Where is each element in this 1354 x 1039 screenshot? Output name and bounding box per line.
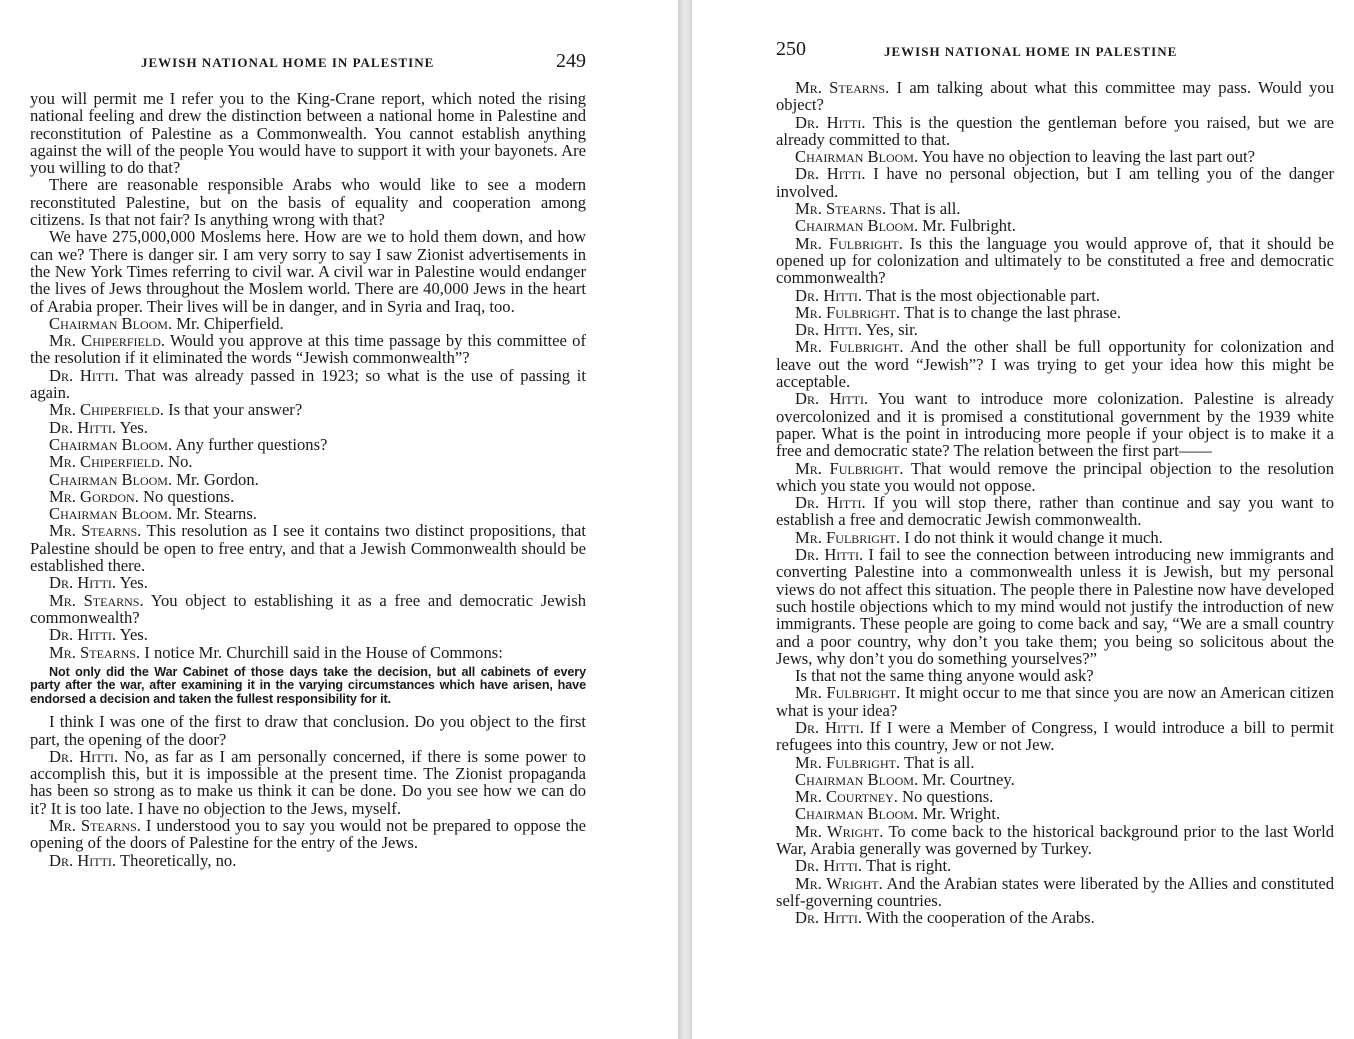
paragraph-text: No, as far as I am personally concerned, if there is some power to accomplish this, but it is impossible at the present time. The Zionist propaganda has been so strong as to make us think it can be done. Do you see how we can do it? It is too late. I have no objection to the Jews, myself. — [30, 746, 586, 818]
testimony-paragraph — [776, 460, 1334, 495]
testimony-paragraph — [30, 488, 586, 505]
running-head-title: JEWISH NATIONAL HOME IN PALESTINE — [884, 44, 1178, 59]
page-body — [776, 79, 1334, 927]
paragraph-text: Theoretically, no. — [119, 850, 237, 870]
paragraph — [30, 90, 586, 176]
speaker-name: Chairman Bloom. — [49, 504, 173, 524]
testimony-paragraph — [30, 471, 586, 488]
paragraph-text: Mr. Chiperfield. — [176, 313, 284, 333]
paragraph-text: We have 275,000,000 Moslems here. How are we to hold them down, and how can we? There is danger sir. I am very sorry to say I saw Zionist advertisements in the New York Times referring to civil war. A civil war in Palestine would endanger the lives of Jews throughout the Moslem world. There are 40,000 Jews in the heart of Arabia proper. Their lives will be in danger, and in Syria and Iraq, too. — [30, 227, 586, 316]
paragraph-text: That is the most objectionable part. — [865, 285, 1101, 305]
testimony-paragraph — [30, 748, 586, 817]
paragraph-text: Mr. Fulbright. — [922, 216, 1016, 236]
testimony-paragraph — [776, 684, 1334, 719]
testimony-paragraph — [30, 315, 586, 332]
speaker-name: Dr. Hitti. — [795, 112, 866, 132]
paragraph-text: I think I was one of the first to draw that conclusion. Do you object to the first part, the opening of the door? — [30, 712, 586, 749]
paragraph-text: Yes. — [119, 573, 148, 593]
speaker-name: Chairman Bloom. — [795, 216, 919, 236]
running-head — [30, 48, 586, 90]
right-page — [692, 0, 1354, 1039]
paragraph-text: Any further questions? — [175, 434, 328, 454]
speaker-name: Chairman Bloom. — [795, 147, 919, 167]
speaker-name: Mr. Chiperfield. — [49, 452, 164, 472]
paragraph-text: You have no objection to leaving the last part out? — [921, 147, 1256, 167]
paragraph-text: That is all. — [903, 752, 975, 772]
speaker-name: Dr. Hitti. — [795, 285, 863, 305]
paragraph-text: That is to change the last phrase. — [903, 302, 1122, 322]
speaker-name: Mr. Stearns. — [795, 78, 890, 97]
testimony-paragraph — [776, 217, 1334, 234]
paragraph-text: That is all. — [889, 199, 961, 219]
speaker-name: Mr. Wright. — [795, 873, 883, 893]
speaker-name: Dr. Hitti. — [49, 746, 119, 766]
testimony-paragraph — [776, 390, 1334, 459]
speaker-name: Mr. Fulbright. — [795, 302, 901, 322]
paragraph-text: And the other shall be full opportunity for colonization and leave out the word “Jewish”? I was trying to get your idea how this might be acceptable. — [776, 337, 1334, 392]
testimony-paragraph — [776, 788, 1334, 805]
speaker-name: Mr. Stearns. — [49, 590, 144, 610]
speaker-name: Dr. Hitti. — [795, 164, 866, 184]
speaker-name: Mr. Stearns. — [49, 816, 141, 836]
testimony-paragraph — [30, 436, 586, 453]
testimony-paragraph — [776, 771, 1334, 788]
testimony-paragraph — [30, 505, 586, 522]
testimony-paragraph — [776, 165, 1334, 200]
paragraph-text: Mr. Courtney. — [922, 769, 1015, 789]
testimony-paragraph — [30, 522, 586, 574]
page-number: 249 — [556, 50, 586, 72]
testimony-paragraph — [30, 644, 586, 661]
testimony-paragraph — [776, 754, 1334, 771]
testimony-paragraph — [776, 321, 1334, 338]
testimony-paragraph — [776, 805, 1334, 822]
testimony-paragraph — [776, 148, 1334, 165]
paragraph-text: No questions. — [143, 486, 235, 506]
paragraph — [30, 713, 586, 748]
speaker-name: Mr. Fulbright. — [795, 458, 904, 478]
testimony-paragraph — [776, 546, 1334, 667]
testimony-paragraph — [776, 909, 1334, 926]
speaker-name: Dr. Hitti. — [49, 625, 117, 645]
speaker-name: Chairman Bloom. — [49, 469, 173, 489]
paragraph-text: This is the question the gentleman before you raised, but we are already committed to that. — [776, 112, 1334, 149]
paragraph-text: you will permit me I refer you to the King-Crane report, which noted the rising national feeling and drew the distinction between a national home in Palestine and reconstitution of Palestine as a Commonwealth. You cannot establish anything against the will of the people You would have to support it with your bayonets. Are you willing to do that? — [30, 89, 586, 178]
speaker-name: Mr. Fulbright. — [795, 337, 904, 357]
speaker-name: Chairman Bloom. — [49, 313, 173, 333]
testimony-paragraph — [30, 332, 586, 367]
testimony-paragraph — [30, 592, 586, 627]
paragraph-text: I am talking about what this committee may pass. Would you object? — [776, 78, 1334, 115]
paragraph-text: Mr. Stearns. — [176, 504, 257, 524]
paragraph-text: Is that not the same thing anyone would ask? — [795, 666, 1094, 686]
page-gutter — [678, 0, 692, 1039]
testimony-paragraph — [30, 453, 586, 470]
testimony-paragraph — [776, 857, 1334, 874]
testimony-paragraph — [30, 419, 586, 436]
page-number: 250 — [776, 38, 806, 60]
speaker-name: Chairman Bloom. — [795, 769, 919, 789]
paragraph-text: Yes, sir. — [865, 320, 918, 340]
speaker-name: Mr. Fulbright. — [795, 233, 903, 253]
testimony-paragraph — [30, 401, 586, 418]
block-quote — [30, 666, 586, 707]
speaker-name: Dr. Hitti. — [49, 417, 117, 437]
paragraph-text: I understood you to say you would not be prepared to oppose the opening of the doors of Palestine for the entry of the Jews. — [30, 816, 587, 853]
speaker-name: Dr. Hitti. — [49, 573, 117, 593]
paragraph-text: No questions. — [902, 787, 994, 807]
paragraph-text: Yes. — [119, 417, 148, 437]
speaker-name: Mr. Fulbright. — [795, 683, 901, 703]
speaker-name: Mr. Stearns. — [795, 199, 887, 219]
testimony-paragraph — [776, 338, 1334, 390]
paragraph-text: I notice Mr. Churchill said in the House of Commons: — [144, 642, 503, 662]
running-head — [776, 38, 1334, 79]
speaker-name: Chairman Bloom. — [795, 804, 919, 824]
speaker-name: Dr. Hitti. — [795, 717, 864, 737]
paragraph-text: You object to establishing it as a free and democratic Jewish commonwealth? — [30, 590, 586, 627]
testimony-paragraph — [776, 304, 1334, 321]
testimony-paragraph — [776, 200, 1334, 217]
paragraph-text: No. — [168, 452, 193, 472]
testimony-paragraph — [30, 367, 586, 402]
page-body — [30, 90, 586, 869]
running-head-title: JEWISH NATIONAL HOME IN PALESTINE — [141, 55, 435, 70]
speaker-name: Mr. Fulbright. — [795, 527, 901, 547]
testimony-paragraph — [776, 114, 1334, 149]
testimony-paragraph — [776, 79, 1334, 114]
paragraph-text: And the Arabian states were liberated by the Allies and constituted self-governing countries. — [776, 873, 1334, 910]
speaker-name: Dr. Hitti. — [795, 545, 864, 565]
paragraph-text: That would remove the principal objection to the resolution which you state you would not oppose. — [776, 458, 1334, 495]
paragraph-text: It might occur to me that since you are now an American citizen what is your idea? — [776, 683, 1334, 720]
testimony-paragraph — [776, 235, 1334, 287]
speaker-name: Dr. Hitti. — [49, 365, 119, 385]
paragraph-text: Mr. Gordon. — [176, 469, 259, 489]
speaker-name: Mr. Fulbright. — [795, 752, 901, 772]
paragraph-text: Mr. Wright. — [922, 804, 1001, 824]
paragraph-text: Would you approve at this time passage by this committee of the resolution if it eliminated the words “Jewish commonwealth”? — [30, 331, 586, 368]
speaker-name: Dr. Hitti. — [795, 856, 863, 876]
speaker-name: Mr. Chiperfield. — [49, 331, 166, 351]
speaker-name: Dr. Hitti. — [49, 850, 117, 870]
paragraph-text: Not only did the War Cabinet of those days take the decision, but all cabinets of every party after the war, after examining it in the varying circumstances which have arisen, have endorsed a decision and taken the fullest responsibility for it. — [30, 664, 586, 706]
testimony-paragraph — [30, 626, 586, 643]
paragraph-text: That was already passed in 1923; so what is the use of passing it again. — [30, 365, 586, 403]
paragraph-text: Yes. — [119, 625, 148, 645]
paragraph-text: With the cooperation of the Arabs. — [865, 908, 1095, 928]
testimony-paragraph — [776, 719, 1334, 754]
paragraph-text: You want to introduce more colonization. Palestine is already overcolonized and it is promised a constitutional government by the 1939 white paper. What is the point in introducing more people if your object is to make it a free and democratic state? The relation between the first part—— — [776, 389, 1334, 461]
paragraph-text: I have no personal objection, but I am telling you of the danger involved. — [776, 164, 1334, 201]
paragraph-text: I do not think it would change it much. — [904, 527, 1163, 547]
testimony-paragraph — [30, 574, 586, 591]
speaker-name: Mr. Stearns. — [49, 642, 141, 662]
testimony-paragraph — [776, 287, 1334, 304]
testimony-paragraph — [30, 852, 586, 869]
paragraph-text: Is this the language you would approve of, that it should be opened up for colonization and ultimately to be constituted a free and democratic commonwealth? — [776, 233, 1334, 288]
paragraph-text: If you will stop there, rather than continue and say you want to establish a free and democratic Jewish commonwealth. — [776, 493, 1334, 530]
speaker-name: Dr. Hitti. — [795, 908, 863, 928]
paragraph — [30, 228, 586, 314]
testimony-paragraph — [776, 875, 1334, 910]
speaker-name: Mr. Chiperfield. — [49, 400, 164, 420]
paragraph — [30, 176, 586, 228]
speaker-name: Dr. Hitti. — [795, 389, 869, 409]
speaker-name: Dr. Hitti. — [795, 493, 866, 513]
testimony-paragraph — [776, 529, 1334, 546]
testimony-paragraph — [776, 494, 1334, 529]
speaker-name: Mr. Stearns. — [49, 521, 142, 541]
speaker-name: Chairman Bloom. — [49, 434, 173, 454]
paragraph-text: That is right. — [865, 856, 952, 876]
speaker-name: Mr. Courtney. — [795, 787, 898, 807]
speaker-name: Mr. Gordon. — [49, 486, 139, 506]
speaker-name: Dr. Hitti. — [795, 320, 863, 340]
paragraph-text: To come back to the historical background prior to the last World War, Arabia generally was governed by Turkey. — [776, 821, 1334, 859]
paragraph-text: Is that your answer? — [168, 400, 303, 420]
paragraph-text: I fail to see the connection between introducing new immigrants and converting Palestine into a commonwealth unless it is Jewish, but my personal views do not affect this situation. The people there in Palestine now have developed such hostile objections which to my mind would not justify the introduction of new immigrants. These people are going to come back and say, “We are a small country and a poor country, why don’t you take them; you being so solicitous about the Jews, why don’t you do something yourselves?” — [776, 545, 1334, 668]
paragraph — [776, 667, 1334, 684]
speaker-name: Mr. Wright. — [795, 821, 884, 841]
testimony-paragraph — [30, 817, 586, 852]
testimony-paragraph — [776, 823, 1334, 858]
paragraph-text: If I were a Member of Congress, I would introduce a bill to permit refugees into this country, Jew or not Jew. — [776, 717, 1334, 755]
paragraph-text: This resolution as I see it contains two distinct propositions, that Palestine should be open to free entry, and that a Jewish Commonwealth should be established there. — [30, 521, 586, 576]
paragraph-text: There are reasonable responsible Arabs who would like to see a modern reconstituted Palestine, but on the basis of equality and cooperation among citizens. Is that not fair? Is anything wrong with that? — [30, 175, 586, 230]
